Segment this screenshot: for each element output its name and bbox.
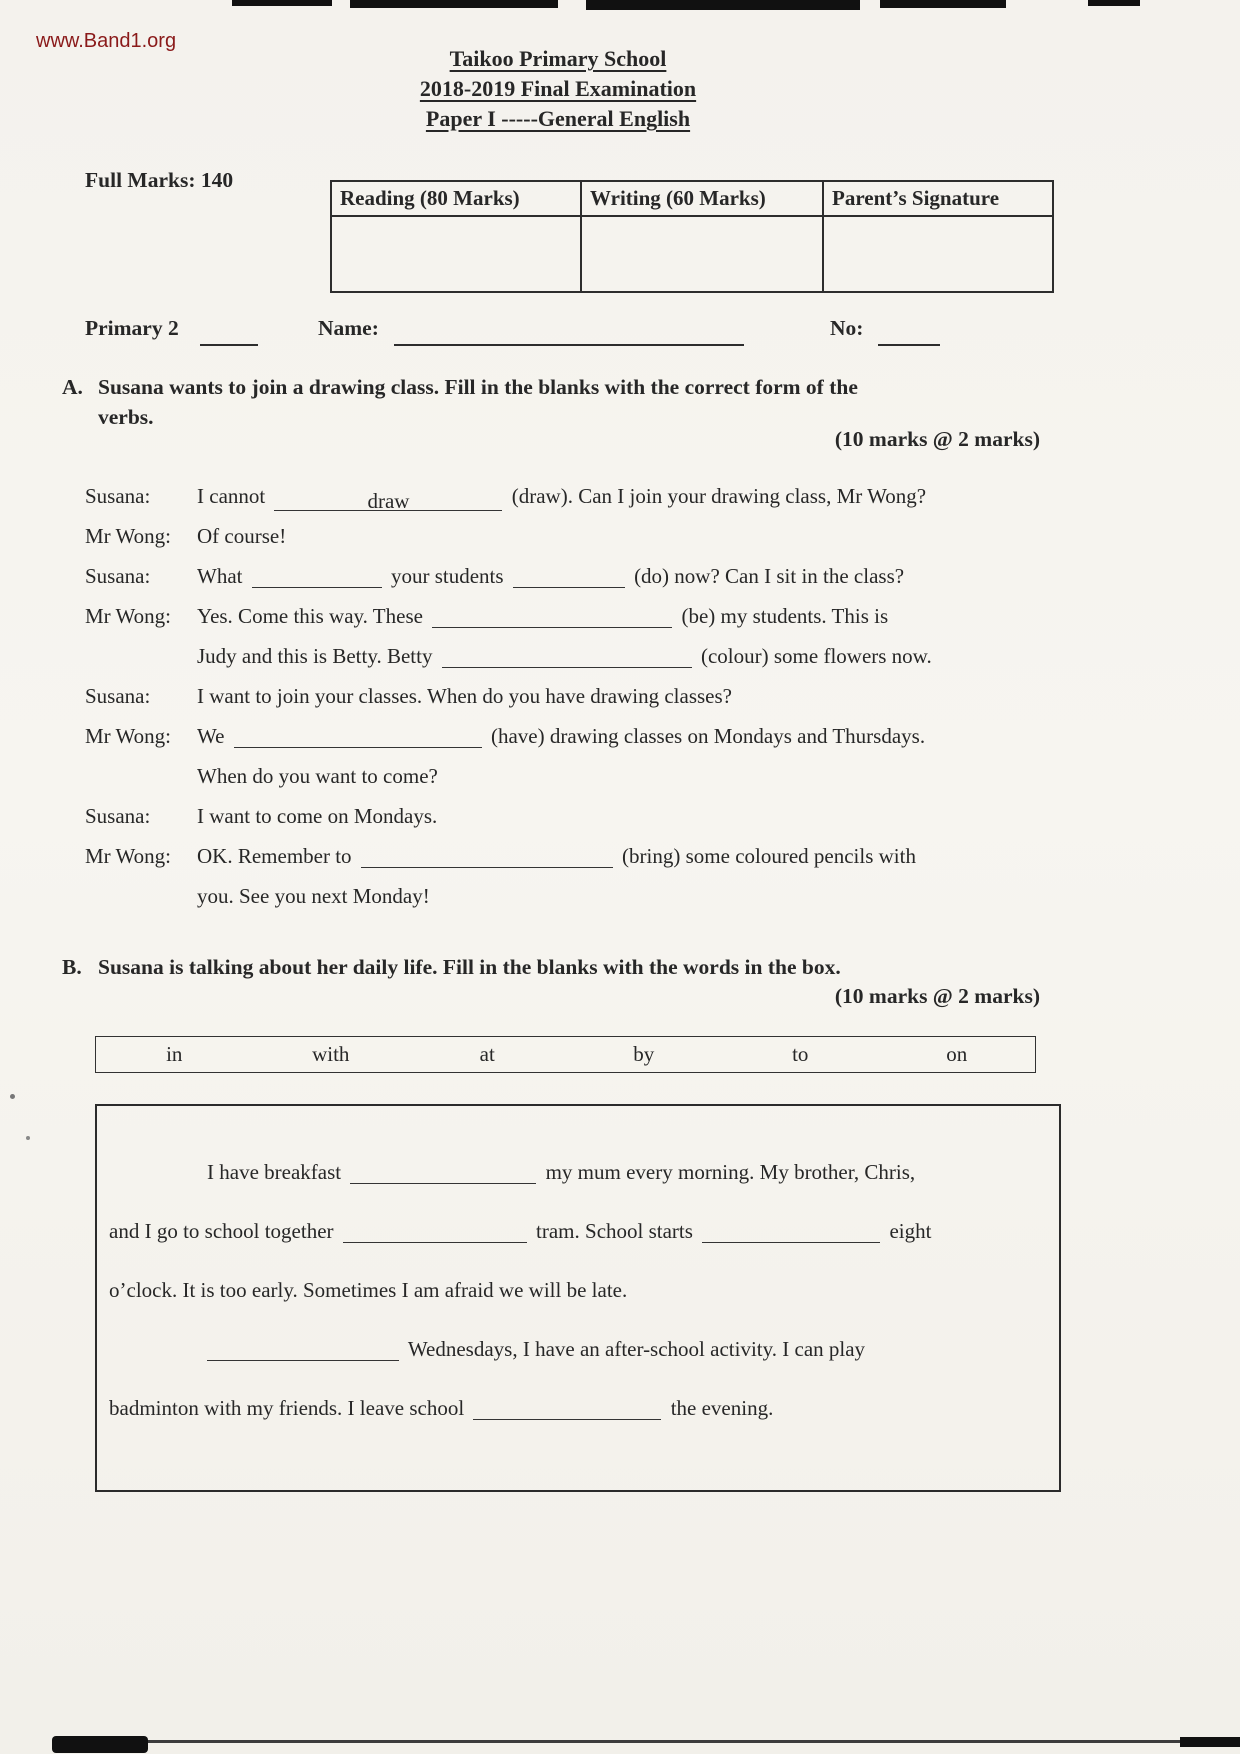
dialogue-segment: (draw). Can I join your drawing class, Mr Wong? [511, 484, 927, 508]
dialogue-segment: OK. Remember to [197, 844, 352, 868]
word-option: by [633, 1042, 655, 1066]
student-info-row [0, 316, 1240, 356]
column-header-writing: Writing (60 Marks) [581, 181, 823, 216]
dialogue-segment: (bring) some coloured pencils with [622, 844, 916, 868]
word-option: with [312, 1042, 350, 1066]
scan-artifact [52, 1736, 148, 1753]
passage-segment: eight [889, 1219, 932, 1243]
passage-line [109, 1219, 1039, 1244]
class-label: Primary 2 [85, 316, 179, 340]
dialogue-text [197, 524, 1060, 549]
school-name: Taikoo Primary School [449, 46, 667, 71]
dialogue-text [197, 484, 1060, 511]
dialogue-text [197, 804, 1060, 829]
passage-segment: I have breakfast [207, 1160, 342, 1184]
dialogue-segment: What [197, 564, 243, 588]
word-option: at [479, 1042, 495, 1066]
answer-blank [234, 726, 482, 748]
dialogue-line [85, 604, 1060, 644]
passage-segment: Wednesdays, I have an after-school activity. I can play [407, 1337, 866, 1361]
no-label: No: [830, 316, 864, 340]
watermark: www.Band1.org [36, 30, 177, 52]
column-header-reading: Reading (80 Marks) [331, 181, 581, 216]
answer-blank [432, 606, 672, 628]
speaker-label: Mr Wong: [85, 844, 172, 868]
section-a-marks: (10 marks @ 2 marks) [834, 427, 1040, 451]
dialogue-segment: Judy and this is Betty. Betty [197, 644, 433, 668]
dialogue-line [85, 684, 1060, 724]
dialogue-text [197, 844, 1060, 869]
word-option: in [166, 1042, 183, 1066]
scan-artifact [1088, 0, 1140, 6]
dialogue-line [85, 724, 1060, 764]
dialogue-text [197, 764, 1060, 789]
speaker-label: Mr Wong: [85, 724, 172, 748]
dialogue-text [197, 724, 1060, 749]
passage-segment: my mum every morning. My brother, Chris, [545, 1160, 916, 1184]
dialogue-segment: (do) now? Can I sit in the class? [634, 564, 905, 588]
word-option: on [946, 1042, 968, 1066]
answer-blank [361, 846, 613, 868]
answer-blank [513, 566, 625, 588]
word-option: to [792, 1042, 809, 1066]
passage-segment: tram. School starts [536, 1219, 693, 1243]
student-answer: draw [367, 489, 410, 513]
scan-artifact [880, 0, 1006, 8]
passage-segment: and I go to school together [109, 1219, 334, 1243]
dialogue-segment: We [197, 724, 225, 748]
reading-score-cell [331, 216, 581, 292]
dialogue-segment: I want to join your classes. When do you have drawing classes? [197, 684, 732, 708]
dialogue-segment: When do you want to come? [197, 764, 438, 788]
passage-box [95, 1104, 1061, 1492]
fill-in-blank [350, 1162, 536, 1184]
dialogue-section [85, 484, 1060, 924]
speaker-label: Susana: [85, 804, 151, 828]
dialogue-line [85, 844, 1060, 884]
passage-segment: badminton with my friends. I leave school [109, 1396, 465, 1420]
dialogue-text [197, 644, 1060, 669]
dialogue-text [197, 604, 1060, 629]
scan-artifact [350, 0, 558, 8]
writing-score-cell [581, 216, 823, 292]
section-a-instruction [98, 372, 858, 432]
scan-artifact [586, 0, 860, 10]
dialogue-text [197, 884, 1060, 909]
dialogue-segment: you. See you next Monday! [197, 884, 430, 908]
passage-line [109, 1337, 1039, 1362]
dialogue-text [197, 684, 1060, 709]
scan-artifact [26, 1136, 30, 1140]
no-write-line [878, 344, 940, 346]
fill-in-blank [207, 1339, 399, 1361]
name-label: Name: [318, 316, 379, 340]
dialogue-segment: (have) drawing classes on Mondays and Thursdays. [490, 724, 926, 748]
name-write-line [394, 344, 744, 346]
dialogue-segment: Of course! [197, 524, 287, 548]
answer-blank [274, 489, 502, 511]
section-b-instruction: Susana is talking about her daily life. Fill in the blanks with the words in the box. [98, 955, 841, 979]
exam-header [0, 44, 1116, 134]
section-b-label: B. [62, 955, 82, 979]
dialogue-line [85, 644, 1060, 684]
scan-artifact [1180, 1737, 1240, 1747]
section-a-instruction-line2: verbs. [98, 405, 154, 429]
answer-blank [442, 646, 692, 668]
section-a-instruction-line1: Susana wants to join a drawing class. Fill in the blanks with the correct form of the [98, 375, 858, 399]
speaker-label: Susana: [85, 684, 151, 708]
dialogue-line [85, 804, 1060, 844]
paper-title: Paper I -----General English [425, 106, 691, 131]
section-a-heading [62, 372, 1062, 432]
scan-artifact [232, 0, 332, 6]
passage-line [109, 1160, 1039, 1185]
parent-signature-cell [823, 216, 1053, 292]
dialogue-segment: your students [390, 564, 504, 588]
scan-artifact [10, 1094, 15, 1099]
dialogue-segment: I want to come on Mondays. [197, 804, 438, 828]
dialogue-segment: (colour) some flowers now. [700, 644, 932, 668]
class-write-line [200, 344, 258, 346]
passage-line [109, 1396, 1039, 1421]
dialogue-text [197, 564, 1060, 589]
fill-in-blank [343, 1221, 527, 1243]
column-header-parent-signature: Parent’s Signature [823, 181, 1053, 216]
passage-segment: o’clock. It is too early. Sometimes I am afraid we will be late. [109, 1278, 628, 1302]
scan-artifact [95, 1740, 1240, 1743]
dialogue-line [85, 884, 1060, 924]
word-box [95, 1036, 1036, 1073]
dialogue-line [85, 484, 1060, 524]
dialogue-segment: I cannot [197, 484, 266, 508]
section-b-marks: (10 marks @ 2 marks) [834, 984, 1040, 1008]
full-marks-label: Full Marks: 140 [85, 168, 234, 192]
section-b-heading [62, 952, 1072, 982]
dialogue-segment: Yes. Come this way. These [197, 604, 423, 628]
fill-in-blank [702, 1221, 880, 1243]
dialogue-segment: (be) my students. This is [681, 604, 889, 628]
passage-segment: the evening. [670, 1396, 774, 1420]
speaker-label: Mr Wong: [85, 604, 172, 628]
marks-table [330, 180, 1054, 293]
speaker-label: Mr Wong: [85, 524, 172, 548]
dialogue-line [85, 524, 1060, 564]
exam-title: 2018-2019 Final Examination [419, 76, 697, 101]
fill-in-blank [473, 1398, 661, 1420]
answer-blank [252, 566, 382, 588]
section-a-label: A. [62, 375, 83, 399]
passage-line [109, 1278, 1039, 1303]
dialogue-line [85, 564, 1060, 604]
speaker-label: Susana: [85, 564, 151, 588]
dialogue-line [85, 764, 1060, 804]
speaker-label: Susana: [85, 484, 151, 508]
